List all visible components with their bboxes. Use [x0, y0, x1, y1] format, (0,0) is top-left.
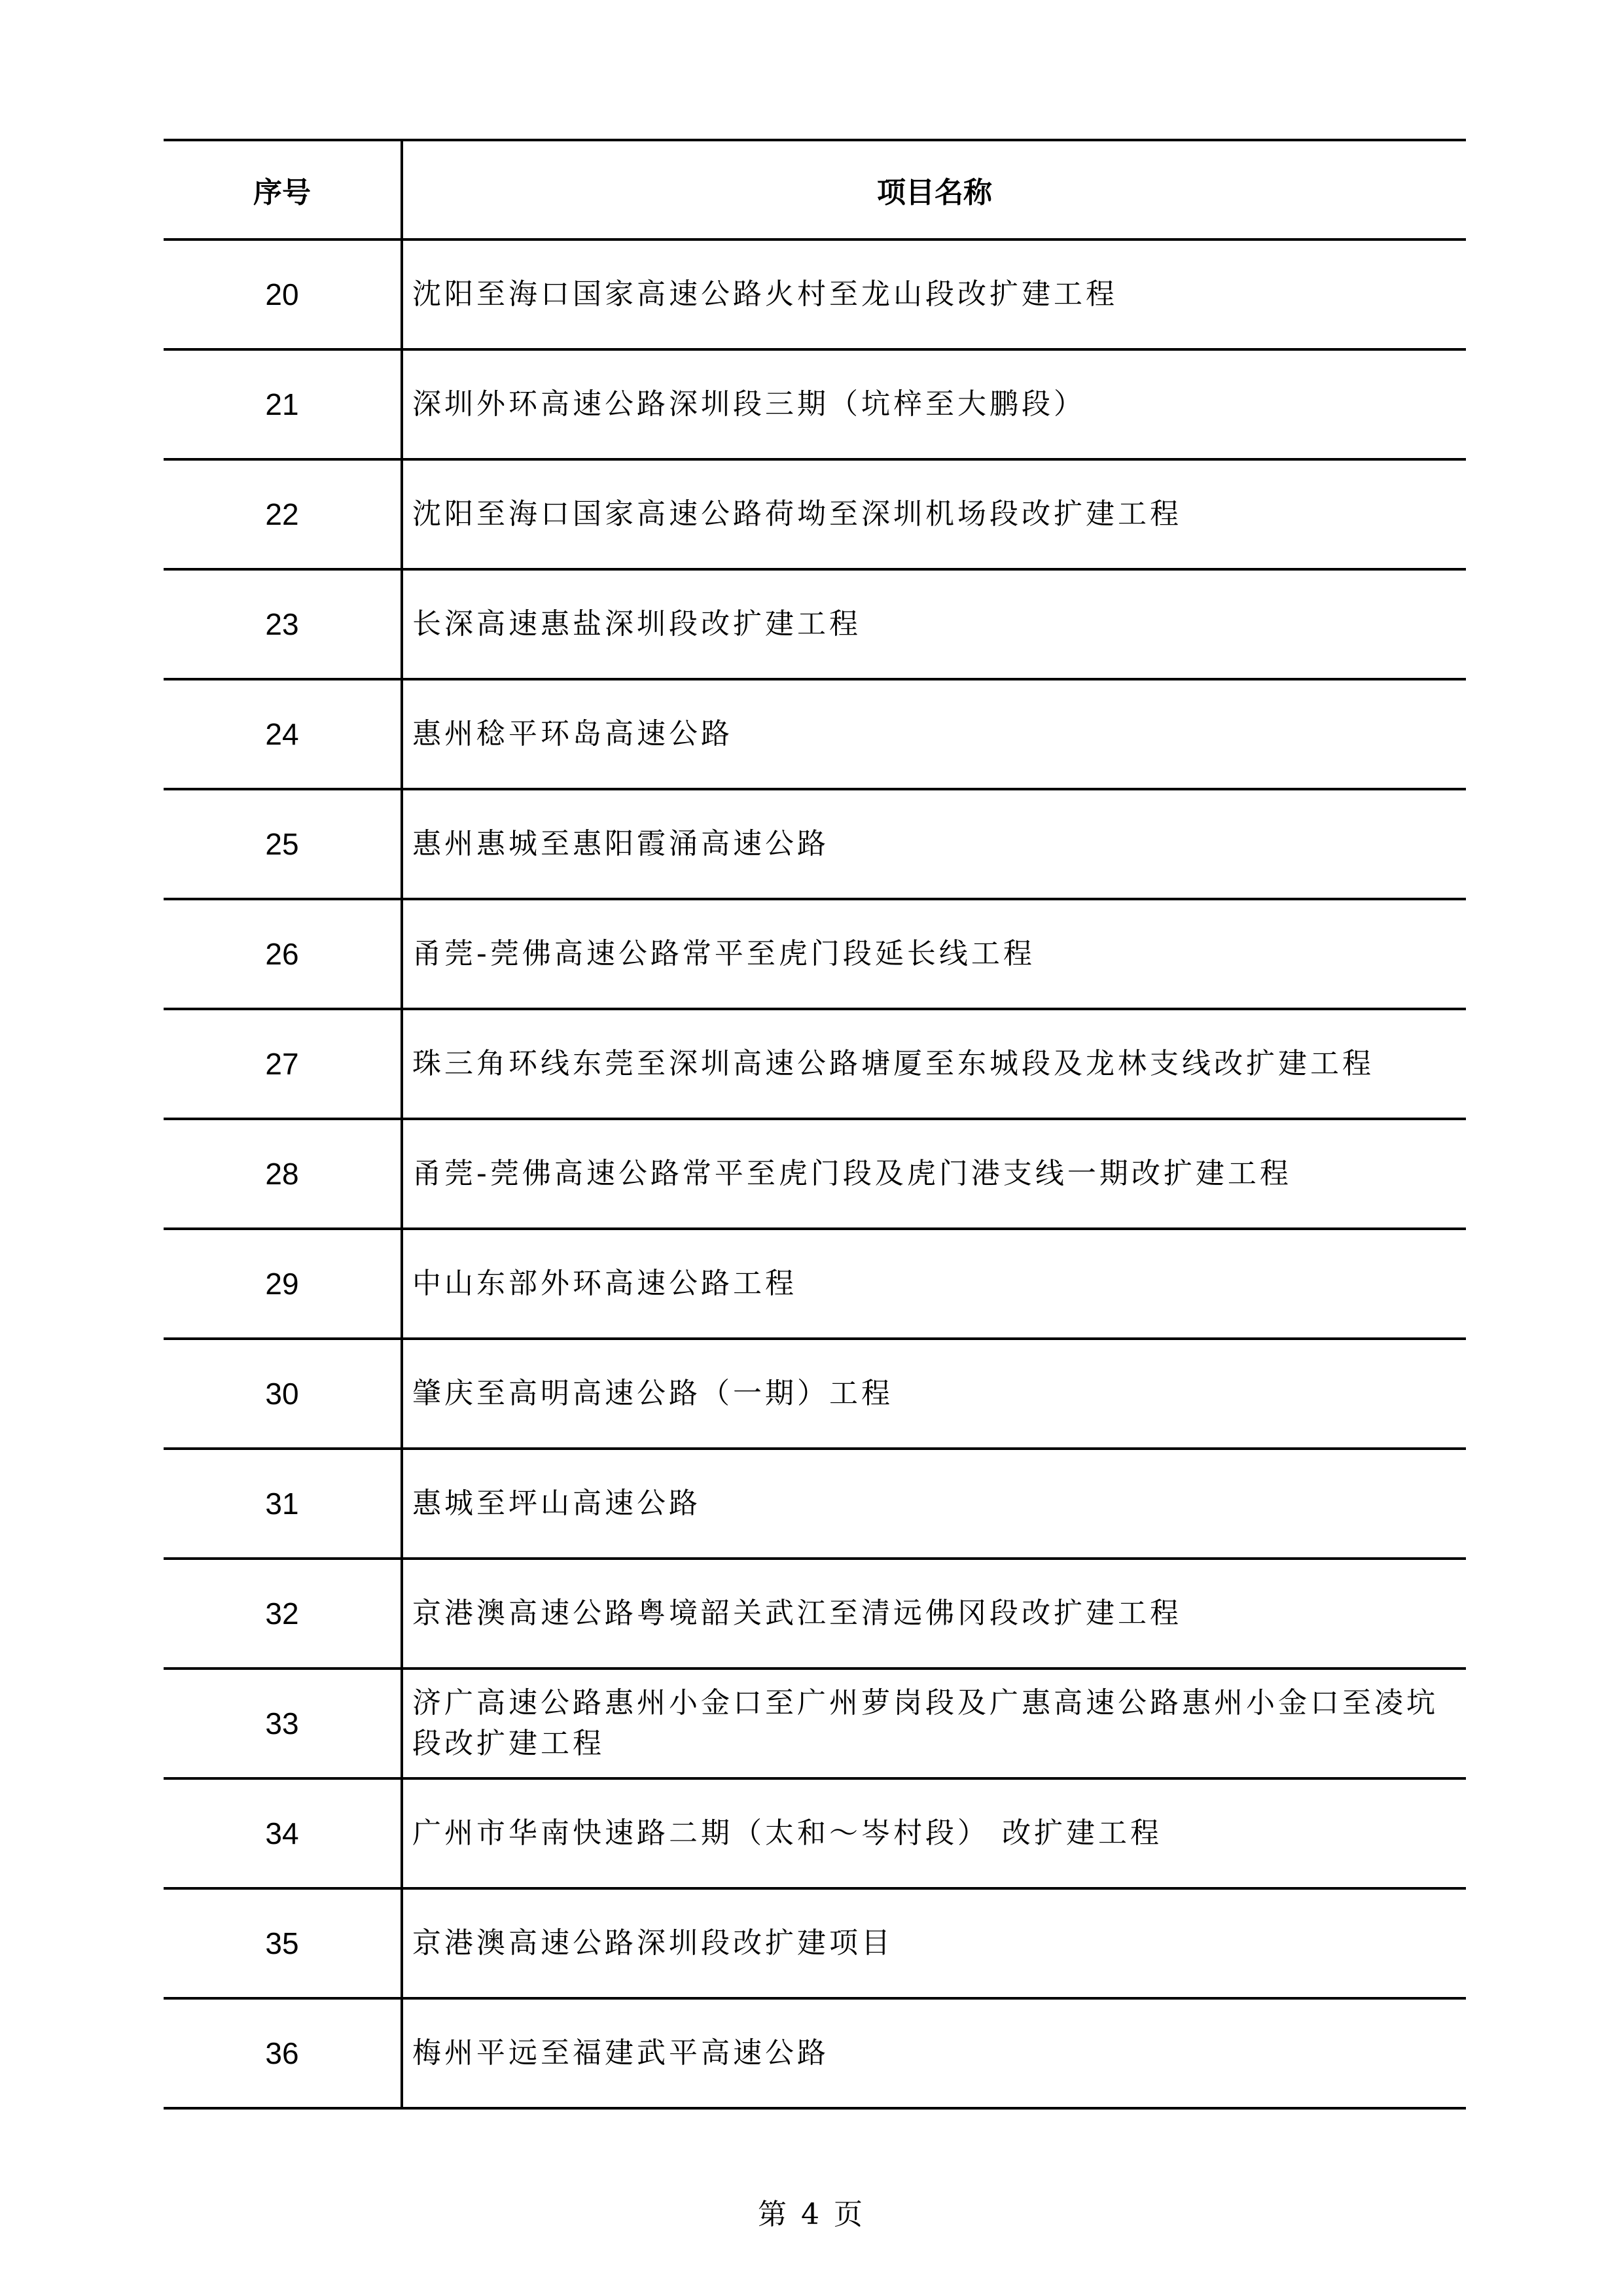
row-project-name: 甬莞-莞佛高速公路常平至虎门段及虎门港支线一期改扩建工程	[402, 1119, 1466, 1229]
page-number: 第 4 页	[758, 2198, 865, 2231]
table-row	[164, 569, 1466, 679]
row-project-name: 京港澳高速公路粤境韶关武江至清远佛冈段改扩建工程	[402, 1559, 1466, 1669]
row-index: 32	[164, 1559, 402, 1669]
table-row	[164, 1119, 1466, 1229]
row-project-name: 广州市华南快速路二期（太和～岑村段） 改扩建工程	[402, 1778, 1466, 1888]
table-row	[164, 1559, 1466, 1669]
row-index: 29	[164, 1229, 402, 1339]
row-index: 27	[164, 1009, 402, 1119]
table-row	[164, 1669, 1466, 1778]
row-project-name: 肇庆至高明高速公路（一期）工程	[402, 1339, 1466, 1449]
table-header-row	[164, 140, 1466, 239]
table-row	[164, 679, 1466, 789]
row-index: 22	[164, 459, 402, 569]
row-index: 28	[164, 1119, 402, 1229]
table-row	[164, 1229, 1466, 1339]
row-project-name: 甬莞-莞佛高速公路常平至虎门段延长线工程	[402, 899, 1466, 1009]
row-project-name: 梅州平远至福建武平高速公路	[402, 1998, 1466, 2108]
row-project-name: 中山东部外环高速公路工程	[402, 1229, 1466, 1339]
row-index: 23	[164, 569, 402, 679]
row-project-name: 沈阳至海口国家高速公路火村至龙山段改扩建工程	[402, 239, 1466, 349]
row-index: 34	[164, 1778, 402, 1888]
header-name: 项目名称	[402, 140, 1466, 239]
header-index: 序号	[164, 140, 402, 239]
table-row	[164, 1339, 1466, 1449]
row-index: 25	[164, 789, 402, 899]
row-project-name: 惠州稔平环岛高速公路	[402, 679, 1466, 789]
row-project-name: 珠三角环线东莞至深圳高速公路塘厦至东城段及龙林支线改扩建工程	[402, 1009, 1466, 1119]
row-index: 33	[164, 1669, 402, 1778]
row-project-name: 惠州惠城至惠阳霞涌高速公路	[402, 789, 1466, 899]
row-index: 20	[164, 239, 402, 349]
row-index: 24	[164, 679, 402, 789]
row-project-name: 京港澳高速公路深圳段改扩建项目	[402, 1888, 1466, 1998]
row-index: 21	[164, 349, 402, 459]
row-project-name: 深圳外环高速公路深圳段三期（坑梓至大鹏段）	[402, 349, 1466, 459]
table-row	[164, 1778, 1466, 1888]
row-index: 31	[164, 1449, 402, 1559]
row-project-name: 惠城至坪山高速公路	[402, 1449, 1466, 1559]
row-index: 26	[164, 899, 402, 1009]
row-project-name: 沈阳至海口国家高速公路荷坳至深圳机场段改扩建工程	[402, 459, 1466, 569]
row-index: 35	[164, 1888, 402, 1998]
table-body	[164, 239, 1466, 2108]
table-row	[164, 349, 1466, 459]
table-row	[164, 899, 1466, 1009]
table-row	[164, 1998, 1466, 2108]
project-table	[164, 139, 1466, 2110]
row-project-name: 济广高速公路惠州小金口至广州萝岗段及广惠高速公路惠州小金口至凌坑段改扩建工程	[402, 1669, 1466, 1778]
table-row	[164, 459, 1466, 569]
table-row	[164, 1888, 1466, 1998]
row-project-name: 长深高速惠盐深圳段改扩建工程	[402, 569, 1466, 679]
row-index: 36	[164, 1998, 402, 2108]
table-row	[164, 1449, 1466, 1559]
table-row	[164, 789, 1466, 899]
table-row	[164, 1009, 1466, 1119]
row-index: 30	[164, 1339, 402, 1449]
table-row	[164, 239, 1466, 349]
table-header	[164, 140, 1466, 239]
